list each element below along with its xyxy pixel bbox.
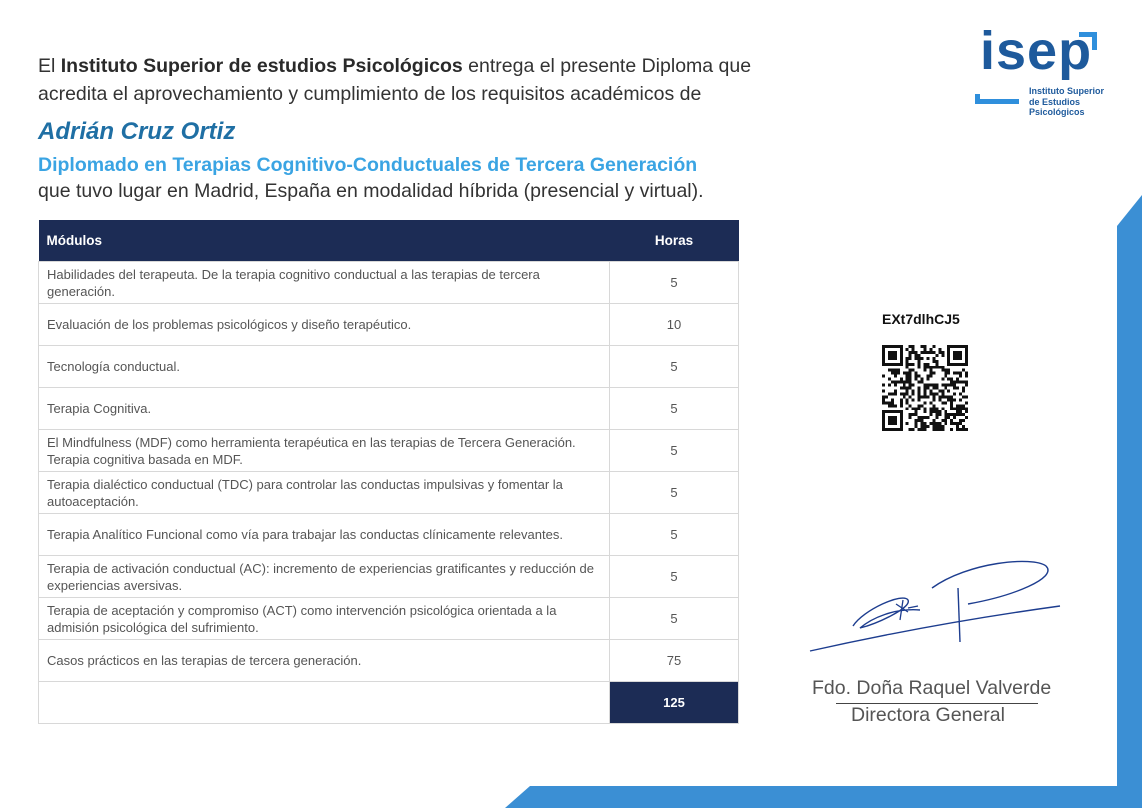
- hours-cell: 75: [610, 640, 739, 682]
- table-row: [39, 598, 739, 640]
- isep-logo: [975, 21, 1115, 138]
- table-row: [39, 388, 739, 430]
- module-cell: Evaluación de los problemas psicológicos y diseño terapéutico.: [39, 304, 610, 346]
- institution-name: Instituto Superior de estudios Psicológicos: [60, 55, 463, 77]
- modules-table: [38, 220, 739, 724]
- module-cell: El Mindfulness (MDF) como herramienta terapéutica en las terapias de Tercera Generación. Terapia cognitiva basada en MDF.: [39, 430, 610, 472]
- module-cell: Casos prácticos en las terapias de tercera generación.: [39, 640, 610, 682]
- logo-corner-top-right: [1079, 32, 1097, 50]
- hours-cell: 5: [610, 430, 739, 472]
- qr-code-icon: [882, 345, 968, 431]
- module-cell: Tecnología conductual.: [39, 346, 610, 388]
- hours-cell: 5: [610, 514, 739, 556]
- table-row: [39, 346, 739, 388]
- signer-role: Directora General: [851, 704, 1005, 726]
- total-hours: 125: [610, 682, 739, 724]
- hours-cell: 5: [610, 346, 739, 388]
- total-label-cell: [39, 682, 610, 724]
- hours-cell: 10: [610, 304, 739, 346]
- student-name: Adrián Cruz Ortiz: [38, 118, 236, 145]
- logo-wordmark: isep: [980, 21, 1093, 81]
- logo-corner-bottom-left: [975, 94, 1019, 104]
- table-row: [39, 304, 739, 346]
- table-header-row: [39, 220, 739, 262]
- hours-cell: 5: [610, 472, 739, 514]
- hours-cell: 5: [610, 388, 739, 430]
- module-cell: Terapia Cognitiva.: [39, 388, 610, 430]
- hours-cell: 5: [610, 262, 739, 304]
- header-hours: Horas: [610, 220, 739, 262]
- verification-code: EXt7dlhCJ5: [882, 311, 960, 327]
- table-total-row: [39, 682, 739, 724]
- table-row: [39, 514, 739, 556]
- signer-name: Fdo. Doña Raquel Valverde: [812, 677, 1052, 699]
- logo-subtitle: Instituto Superior de Estudios Psicológicos: [1029, 86, 1104, 117]
- hours-cell: 5: [610, 598, 739, 640]
- hours-cell: 5: [610, 556, 739, 598]
- signature-image: [808, 548, 1063, 658]
- module-cell: Habilidades del terapeuta. De la terapia cognitivo conductual a las terapias de tercera generación.: [39, 262, 610, 304]
- program-location: que tuvo lugar en Madrid, España en modalidad híbrida (presencial y virtual).: [38, 180, 704, 202]
- table-row: [39, 472, 739, 514]
- header-modules: Módulos: [39, 220, 610, 262]
- table-row: [39, 640, 739, 682]
- table-row: [39, 262, 739, 304]
- program-name: Diplomado en Terapias Cognitivo-Conductuales de Tercera Generación: [38, 154, 698, 176]
- table-row: [39, 430, 739, 472]
- table-row: [39, 556, 739, 598]
- module-cell: Terapia Analítico Funcional como vía para trabajar las conductas clínicamente relevantes.: [39, 514, 610, 556]
- module-cell: Terapia dialéctico conductual (TDC) para controlar las conductas impulsivas y fomentar la autoaceptación.: [39, 472, 610, 514]
- module-cell: Terapia de activación conductual (AC): incremento de experiencias gratificantes y reducción de experiencias aversivas.: [39, 556, 610, 598]
- intro-paragraph: El Instituto Superior de estudios Psicológicos entrega el presente Diploma que acredita el aprovechamiento y cumplimiento de los requisitos académicos de: [38, 55, 752, 105]
- module-cell: Terapia de aceptación y compromiso (ACT) como intervención psicológica orientada a la admisión psicológica del sufrimiento.: [39, 598, 610, 640]
